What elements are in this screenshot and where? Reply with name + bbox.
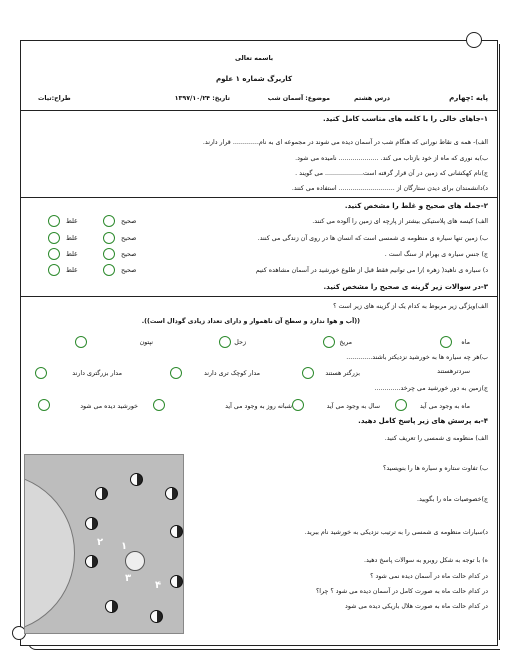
moon-phase: [105, 600, 118, 613]
option-label: سال به وجود می آید: [326, 403, 380, 410]
wrong-radio[interactable]: [48, 264, 60, 276]
wrong-label: غلط: [66, 267, 78, 274]
correct-label: صحیح: [121, 267, 137, 274]
earth-image: [125, 551, 145, 571]
option-label: خورشید دیده می شود: [80, 403, 138, 410]
lesson-label: درس هشتم: [353, 95, 390, 102]
moon-phase: [170, 575, 183, 588]
figure-label: ۲: [97, 537, 104, 548]
header-divider: [20, 110, 498, 111]
date-label: تاریخ: ۱۳۹۷/۱۰/۲۴: [174, 95, 230, 102]
option-radio[interactable]: [75, 336, 87, 348]
option-radio[interactable]: [395, 399, 407, 411]
fill-blank-item: الف)- همه ی نقاط نورانی که هنگام شب در آسمان دیده می شوند در مجموعه ای به نام............. قرار دارند.: [202, 139, 488, 146]
wrong-radio[interactable]: [48, 215, 60, 227]
wrong-radio[interactable]: [48, 232, 60, 244]
fill-blank-item: ج)نام کهکشانی که زمین در آن قرار گرفته است................... می گویند .: [295, 170, 488, 177]
moon-phase: [170, 525, 183, 538]
section4-heading: ۴-به پرسش های زیر پاسخ کامل دهید.: [358, 417, 488, 425]
true-false-item: ج) جنس سیاره ی بهرام از سنگ است .: [384, 251, 488, 258]
correct-radio[interactable]: [103, 264, 115, 276]
scroll-curl-icon: [466, 32, 482, 48]
moon-phase: [150, 610, 163, 623]
grade-label: پایه :چهارم: [449, 94, 488, 102]
essay-question: ب) تفاوت ستاره و سیاره ها را بنویسید؟: [383, 465, 488, 472]
figure-label: ۴: [155, 580, 162, 591]
true-false-item: الف) کیسه های پلاستیکی بیشتر از پارچه ای زمین را آلوده می کنند.: [312, 218, 488, 225]
option-label: ماه به وجود می آید: [419, 403, 470, 410]
option-radio[interactable]: [35, 367, 47, 379]
option-label: سردترهستند: [437, 368, 470, 375]
option-radio[interactable]: [292, 399, 304, 411]
section-divider: [20, 197, 498, 198]
option-radio[interactable]: [302, 367, 314, 379]
option-radio[interactable]: [170, 367, 182, 379]
moon-phase: [130, 473, 143, 486]
correct-radio[interactable]: [103, 248, 115, 260]
moon-phase: [165, 487, 178, 500]
option-label: نپتون: [139, 339, 153, 346]
figure-question: در کدام حالت ماه به صورت هلال باریکی دیده می شود: [345, 603, 488, 610]
true-false-item: د) سیاره ی ناهید( زهره )را می توانیم فقط قبل از طلوع خورشید در آسمان مشاهده کنیم: [255, 267, 488, 274]
question-c: ج)زمین به دور خورشید می چرخد.............: [374, 385, 488, 392]
question-b: ب)هر چه سیاره ها به خورشید نزدیکتر باشند.............: [346, 354, 488, 361]
header-title: باسمه تعالی: [235, 55, 274, 62]
option-label: مدار کوچک تری دارند: [203, 370, 260, 377]
figure-label: ۱: [121, 541, 128, 552]
sun-image: [24, 473, 75, 633]
question-a: الف)ویژگی زیر مربوط به کدام یک از گزینه های زیر است ؟: [333, 303, 488, 310]
wrong-label: غلط: [66, 251, 78, 258]
moon-phase: [85, 555, 98, 568]
essay-question: د)سیارات منظومه ی شمسی را به ترتیب نزدیکی به خورشید نام ببرید.: [304, 529, 488, 536]
option-label: ماه: [461, 339, 470, 346]
section-divider: [20, 296, 498, 297]
figure-label: ۳: [125, 573, 132, 584]
essay-question: ج)خصوصیات ماه را بگویید.: [416, 496, 488, 503]
fill-blank-item: د)دانشمندان برای دیدن ستارگان از ............................ استفاده می کنند.: [291, 185, 488, 192]
essay-question: الف) منظومه ی شمسی را تعریف کنید.: [384, 435, 488, 442]
option-label: بزرگتر هستند: [325, 370, 360, 377]
fill-blank-item: ب)به نوری که ماه از خود بازتاب می کند. .................... نامیده می شود.: [295, 155, 488, 162]
wrong-label: غلط: [66, 235, 78, 242]
option-label: مدار بزرگتری دارند: [72, 370, 122, 377]
option-radio[interactable]: [219, 336, 231, 348]
option-label: مریخ: [339, 339, 352, 346]
option-label: زحل: [234, 339, 246, 346]
moon-phase: [95, 487, 108, 500]
question-a-quote: ((آب و هوا ندارد و سطح آن ناهموار و دارای تعداد زیادی گودال است)).: [141, 318, 360, 325]
moon-phases-diagram: [24, 454, 184, 634]
worksheet-number: کاربرگ شماره ۱ علوم: [216, 75, 293, 83]
option-label: شبانه روز به وجود می آید: [225, 403, 292, 410]
correct-label: صحیح: [121, 251, 137, 258]
topic-label: موضوع: آسمان شب: [267, 95, 330, 102]
section3-heading: ۳-در سوالات زیر گزینه ی صحیح را مشخص کنید.: [323, 283, 488, 291]
correct-label: صحیح: [121, 235, 137, 242]
figure-question: در کدام حالت ماه در آسمان دیده نمی شود ؟: [370, 573, 488, 580]
option-radio[interactable]: [38, 399, 50, 411]
correct-label: صحیح: [121, 218, 137, 225]
option-radio[interactable]: [153, 399, 165, 411]
moon-phase: [85, 517, 98, 530]
true-false-item: ب) زمین تنها سیاره ی منظومه ی شمسی است که انسان ها در روی آن زندگی می کنند.: [257, 235, 488, 242]
correct-radio[interactable]: [103, 232, 115, 244]
section2-heading: ۲-جمله های صحیح و غلط را مشخص کنید.: [344, 202, 488, 210]
correct-radio[interactable]: [103, 215, 115, 227]
designer-label: طراح:تیات: [38, 95, 71, 102]
wrong-radio[interactable]: [48, 248, 60, 260]
figure-question: در کدام حالت ماه به صورت کامل در آسمان دیده می شود ؟ چرا؟: [315, 588, 488, 595]
figure-intro: ه) با توجه به شکل روبرو به سوالات پاسخ دهید.: [364, 557, 488, 564]
section1-heading: ۱-جاهای خالی را با کلمه های مناسب کامل کنید.: [323, 115, 488, 123]
option-radio[interactable]: [440, 336, 452, 348]
wrong-label: غلط: [66, 218, 78, 225]
option-radio[interactable]: [323, 336, 335, 348]
